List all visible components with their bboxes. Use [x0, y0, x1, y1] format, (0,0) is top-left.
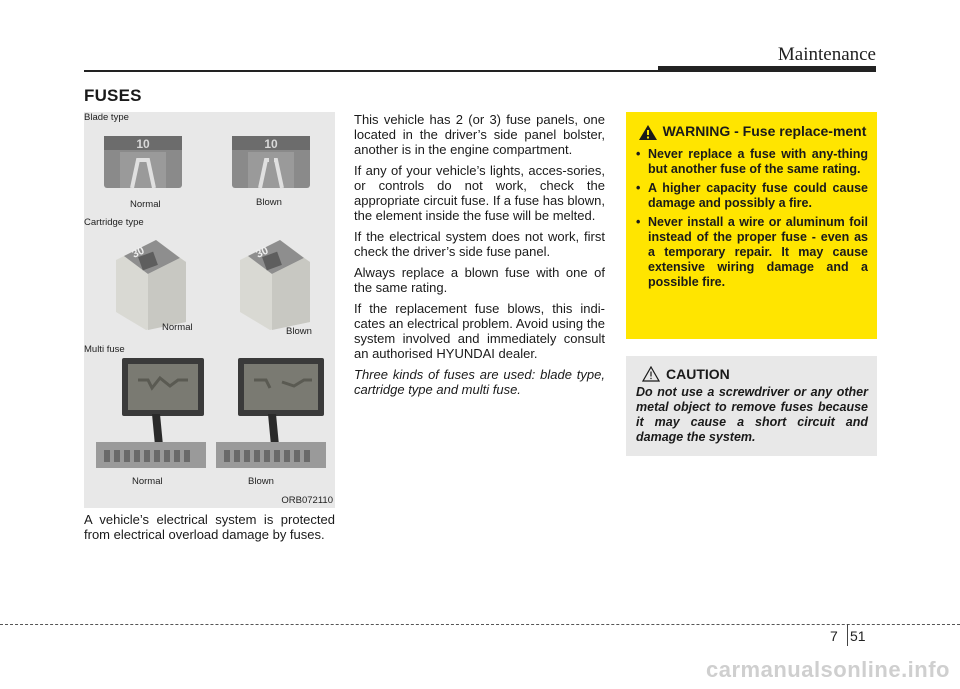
caution-body: Do not use a screwdriver or any other metal object to remove fuses because it may cause a short circuit and damage the system. [636, 385, 868, 444]
warning-title: WARNING - Fuse replace-ment [662, 123, 867, 139]
page-number-divider [847, 624, 848, 646]
paragraph-6: Three kinds of fuses are used: blade type, cartridge type and multi fuse. [354, 367, 605, 397]
svg-text:30: 30 [254, 244, 271, 261]
paragraph-4: Always replace a blown fuse with one of the same rating. [354, 265, 605, 295]
caution-title: CAUTION [666, 366, 730, 382]
caution-heading [642, 366, 868, 382]
cartridge-normal-label: Normal [162, 322, 193, 333]
caution-triangle-icon [642, 366, 660, 382]
cartridge-fuse-blown-image [230, 232, 320, 332]
multi-blown-label: Blown [248, 476, 274, 487]
header-title: Maintenance [777, 44, 876, 65]
warning-triangle-icon [638, 124, 658, 141]
page-number: 51 [850, 628, 866, 644]
svg-text:10: 10 [136, 137, 150, 151]
svg-text:10: 10 [264, 137, 278, 151]
cartridge-blown-label: Blown [286, 326, 312, 337]
warning-heading [636, 124, 868, 141]
paragraph-2: If any of your vehicle’s lights, acces-sories, or controls do not work, check the appropriate circuit fuse. If a fuse has blown, the element inside the fuse will be melted. [354, 163, 605, 223]
multi-fuse-label: Multi fuse [84, 344, 125, 355]
paragraph-3: If the electrical system does not work, first check the driver’s side fuse panel. [354, 229, 605, 259]
multi-fuse-blown-image [214, 356, 330, 480]
figure-code: ORB072110 [281, 495, 333, 506]
cartridge-type-label: Cartridge type [84, 217, 144, 228]
warning-item: • Never install a wire or aluminum foil instead of the proper fuse - even as a temporary repair. It may cause extensive wiring damage and a possible fire. [636, 215, 868, 289]
intro-paragraph: A vehicle’s electrical system is protected from electrical overload damage by fuses. [84, 512, 335, 542]
blade-blown-label: Blown [256, 197, 282, 208]
blade-type-label: Blade type [84, 112, 129, 123]
cartridge-fuse-normal-image [106, 232, 196, 332]
paragraph-1: This vehicle has 2 (or 3) fuse panels, one located in the driver’s side panel bolster, another is in the engine compartment. [354, 112, 605, 157]
fuse-types-figure [84, 112, 335, 508]
caution-box [626, 356, 877, 456]
blade-fuse-blown-image [230, 132, 312, 194]
intro-text [84, 512, 335, 548]
multi-fuse-normal-image [94, 356, 210, 480]
footer-divider [0, 624, 960, 625]
multi-normal-label: Normal [132, 476, 163, 487]
warning-item: • Never replace a fuse with any-thing but another fuse of the same rating. [636, 147, 868, 176]
chapter-number: 7 [830, 628, 838, 644]
watermark: carmanualsonline.info [706, 657, 950, 682]
warning-box [626, 112, 877, 339]
header-rule-accent [658, 66, 876, 72]
warning-list [636, 147, 868, 290]
paragraph-5: If the replacement fuse blows, this indi-cates an electrical problem. Avoid using the system involved and immediately consult an authorised HYUNDAI dealer. [354, 301, 605, 361]
svg-text:30: 30 [130, 244, 147, 261]
section-title: FUSES [84, 86, 142, 105]
fuse-description [354, 112, 605, 403]
blade-fuse-normal-image [102, 132, 184, 194]
warning-item: • A higher capacity fuse could cause damage and possibly a fire. [636, 181, 868, 210]
blade-normal-label: Normal [130, 199, 161, 210]
